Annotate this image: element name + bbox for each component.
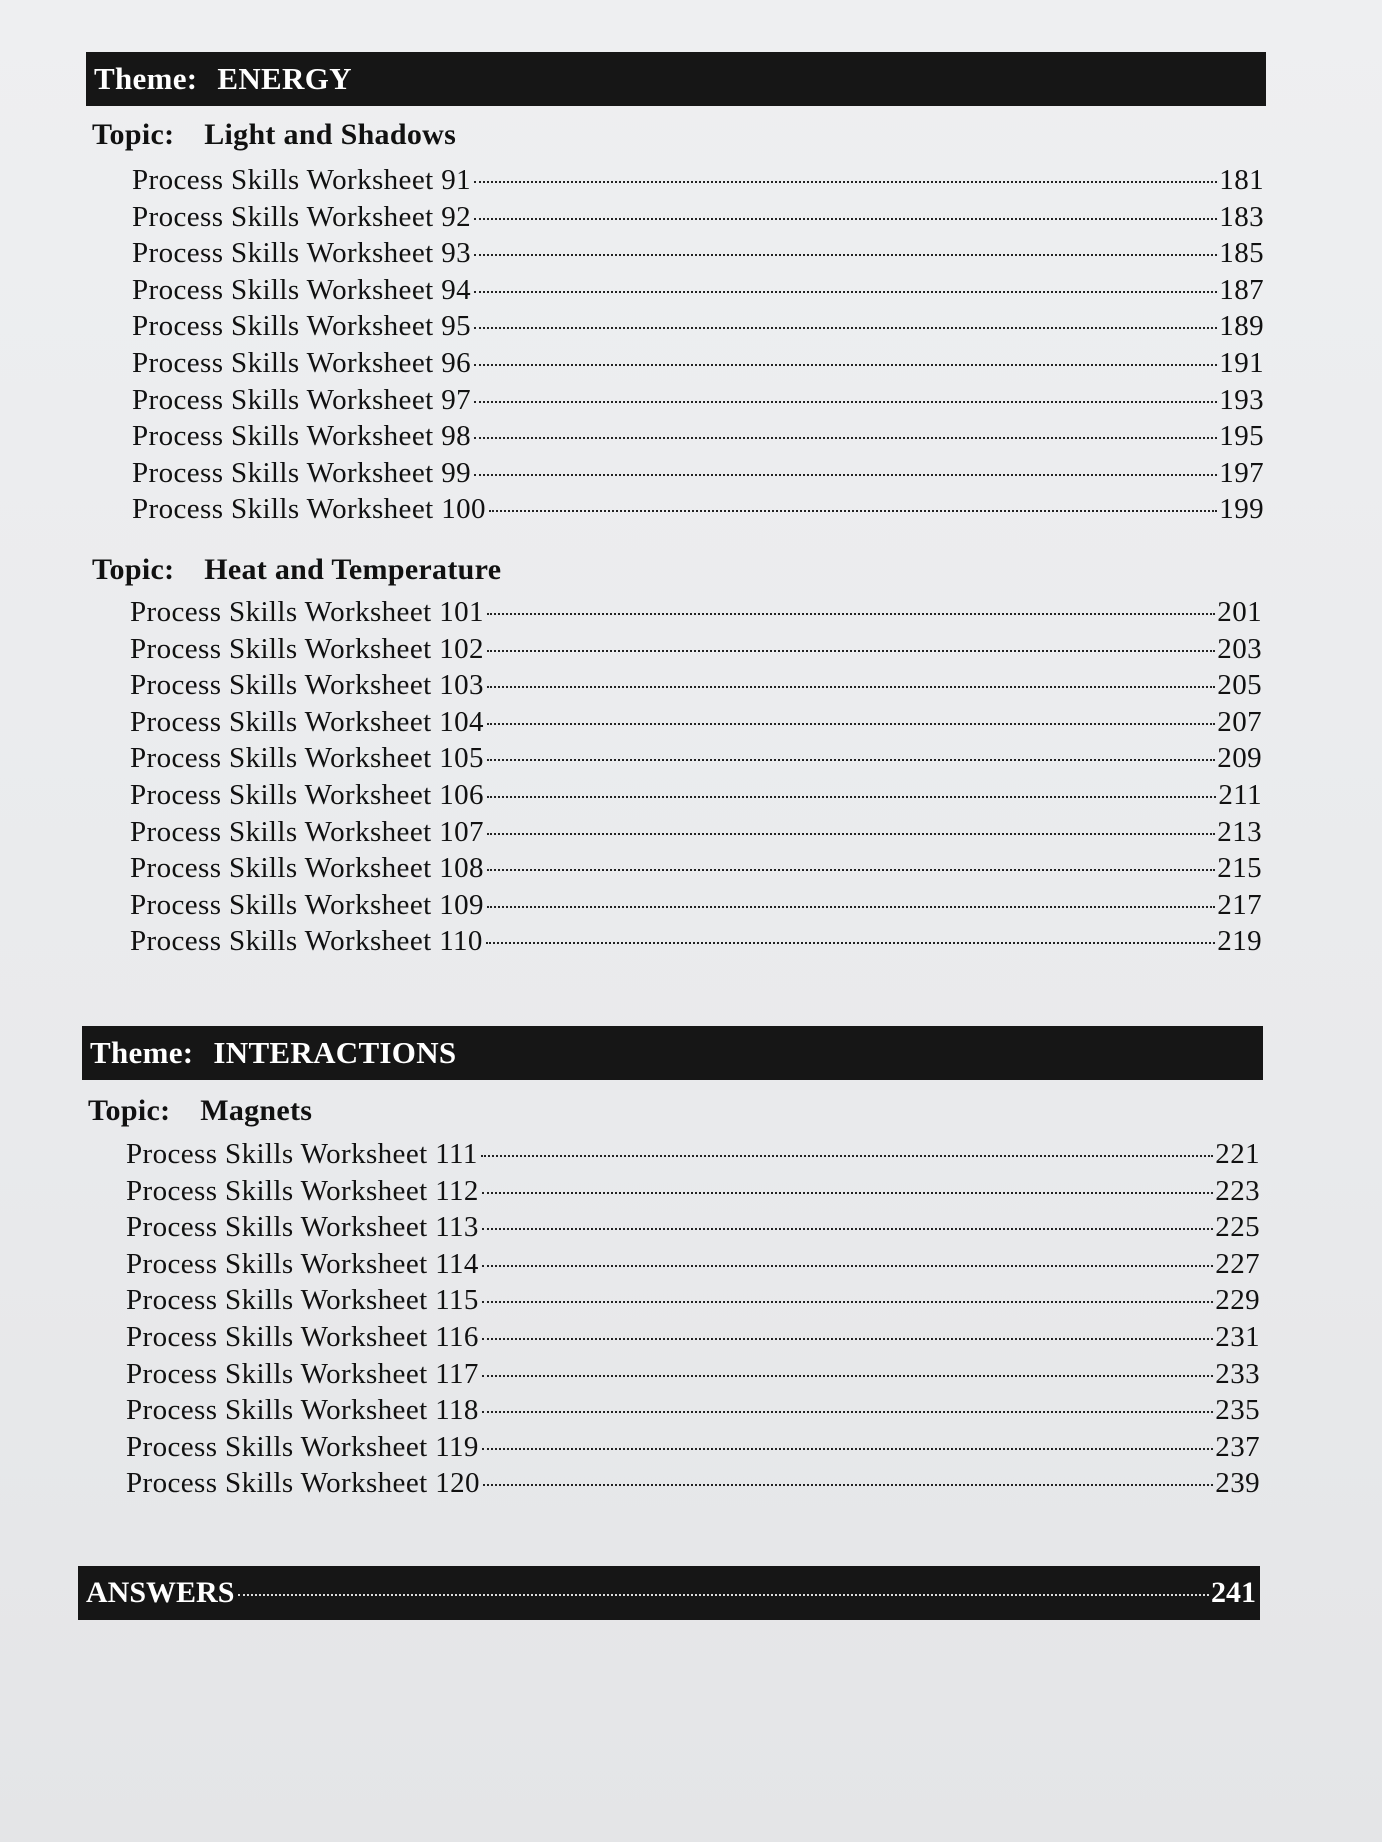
entry-page-number: 181 <box>1219 164 1264 196</box>
entry-page-number: 237 <box>1215 1430 1260 1463</box>
entry-title: Process Skills Worksheet 106 <box>130 778 484 811</box>
entry-page-number: 217 <box>1217 888 1262 921</box>
dot-leader <box>474 218 1217 220</box>
entry-title: Process Skills Worksheet 96 <box>132 346 472 379</box>
toc-entry[interactable] <box>130 706 1262 743</box>
toc-entry[interactable] <box>132 201 1264 238</box>
entry-title: Process Skills Worksheet 101 <box>130 596 484 628</box>
entry-list-heat-and-temperature <box>130 596 1262 962</box>
dot-leader <box>487 613 1215 615</box>
entry-title: Process Skills Worksheet 93 <box>132 237 472 270</box>
topic-name: Magnets <box>200 1094 313 1127</box>
dot-leader <box>487 759 1215 761</box>
dot-leader <box>474 181 1217 183</box>
dot-leader <box>489 510 1217 512</box>
entry-page-number: 215 <box>1217 852 1262 885</box>
entry-title: Process Skills Worksheet 100 <box>132 493 486 526</box>
entry-page-number: 199 <box>1219 493 1264 526</box>
entry-title: Process Skills Worksheet 103 <box>130 669 484 702</box>
entry-title: Process Skills Worksheet 107 <box>130 815 484 848</box>
dot-leader <box>482 1448 1213 1450</box>
entry-title: Process Skills Worksheet 108 <box>130 852 484 885</box>
toc-entry[interactable] <box>132 347 1264 384</box>
toc-entry[interactable] <box>132 384 1264 421</box>
toc-entry[interactable] <box>130 742 1262 779</box>
toc-entry[interactable] <box>126 1211 1260 1248</box>
entry-title: Process Skills Worksheet 98 <box>132 420 472 453</box>
dot-leader <box>474 327 1217 329</box>
toc-entry[interactable] <box>126 1394 1260 1431</box>
dot-leader <box>486 942 1215 944</box>
entry-title: Process Skills Worksheet 102 <box>130 632 484 665</box>
entry-page-number: 191 <box>1219 346 1264 379</box>
entry-title: Process Skills Worksheet 112 <box>126 1174 479 1207</box>
dot-leader <box>482 1411 1213 1413</box>
entry-title: Process Skills Worksheet 95 <box>132 310 472 343</box>
entry-page-number: 193 <box>1219 383 1264 416</box>
toc-entry[interactable] <box>132 310 1264 347</box>
topic-heading-magnets <box>88 1094 312 1128</box>
theme-label: Theme: <box>94 61 198 96</box>
dot-leader <box>474 291 1217 293</box>
toc-entry[interactable] <box>130 852 1262 889</box>
entry-title: Process Skills Worksheet 99 <box>132 456 472 489</box>
toc-entry[interactable] <box>126 1138 1260 1175</box>
toc-entry[interactable] <box>132 164 1264 201</box>
entry-page-number: 189 <box>1219 310 1264 343</box>
entry-page-number: 197 <box>1219 456 1264 489</box>
dot-leader <box>482 1192 1213 1194</box>
entry-page-number: 185 <box>1219 237 1264 270</box>
answers-label: ANSWERS <box>86 1576 235 1609</box>
entry-page-number: 203 <box>1217 632 1262 665</box>
entry-title: Process Skills Worksheet 92 <box>132 200 472 233</box>
dot-leader <box>474 401 1217 403</box>
dot-leader <box>482 1301 1213 1303</box>
toc-entry[interactable] <box>126 1248 1260 1285</box>
dot-leader <box>481 1155 1214 1157</box>
entry-title: Process Skills Worksheet 104 <box>130 705 484 738</box>
entry-title: Process Skills Worksheet 116 <box>126 1320 479 1353</box>
toc-entry[interactable] <box>130 633 1262 670</box>
toc-entry[interactable] <box>132 493 1264 530</box>
toc-entry[interactable] <box>126 1358 1260 1395</box>
entry-page-number: 231 <box>1215 1320 1260 1353</box>
dot-leader <box>487 906 1215 908</box>
dot-leader <box>474 254 1217 256</box>
toc-entry[interactable] <box>130 669 1262 706</box>
dot-leader <box>474 364 1217 366</box>
entry-page-number: 235 <box>1215 1394 1260 1427</box>
entry-page-number: 221 <box>1215 1138 1260 1170</box>
entry-title: Process Skills Worksheet 111 <box>126 1138 478 1170</box>
toc-entry[interactable] <box>126 1321 1260 1358</box>
entry-page-number: 225 <box>1215 1211 1260 1244</box>
entry-title: Process Skills Worksheet 110 <box>130 925 483 958</box>
entry-page-number: 233 <box>1215 1357 1260 1390</box>
entry-title: Process Skills Worksheet 118 <box>126 1394 479 1427</box>
dot-leader <box>483 1484 1213 1486</box>
toc-entry[interactable] <box>132 274 1264 311</box>
dot-leader <box>482 1375 1213 1377</box>
toc-entry[interactable] <box>130 596 1262 633</box>
entry-page-number: 195 <box>1219 420 1264 453</box>
entry-title: Process Skills Worksheet 91 <box>132 164 472 196</box>
entry-title: Process Skills Worksheet 94 <box>132 273 472 306</box>
entry-page-number: 229 <box>1215 1284 1260 1317</box>
dot-leader <box>482 1228 1213 1230</box>
entry-page-number: 213 <box>1217 815 1262 848</box>
toc-entry[interactable] <box>130 925 1262 962</box>
topic-label: Topic: <box>88 1094 171 1127</box>
dot-leader <box>487 686 1215 688</box>
entry-page-number: 211 <box>1218 778 1262 811</box>
entry-title: Process Skills Worksheet 105 <box>130 742 484 775</box>
topic-name: Light and Shadows <box>204 118 457 151</box>
entry-page-number: 205 <box>1217 669 1262 702</box>
dot-leader <box>474 474 1217 476</box>
toc-entry[interactable] <box>132 457 1264 494</box>
entry-title: Process Skills Worksheet 109 <box>130 888 484 921</box>
entry-title: Process Skills Worksheet 113 <box>126 1211 479 1244</box>
topic-heading-light-and-shadows <box>92 118 456 152</box>
theme-header-interactions <box>82 1026 1263 1080</box>
toc-entry[interactable] <box>126 1467 1260 1504</box>
dot-leader <box>487 869 1215 871</box>
entry-page-number: 219 <box>1217 925 1262 958</box>
answers-page-number: 241 <box>1211 1576 1256 1609</box>
entry-page-number: 239 <box>1215 1467 1260 1500</box>
theme-header-energy <box>86 52 1266 106</box>
entry-page-number: 209 <box>1217 742 1262 775</box>
toc-entry[interactable] <box>130 779 1262 816</box>
toc-entry[interactable] <box>126 1175 1260 1212</box>
entry-list-light-and-shadows <box>132 164 1264 530</box>
entry-title: Process Skills Worksheet 117 <box>126 1357 479 1390</box>
entry-page-number: 207 <box>1217 705 1262 738</box>
dot-leader <box>487 650 1215 652</box>
toc-entry[interactable] <box>126 1284 1260 1321</box>
dot-leader <box>482 1338 1213 1340</box>
toc-entry[interactable] <box>132 237 1264 274</box>
topic-label: Topic: <box>92 553 175 586</box>
toc-entry[interactable] <box>132 420 1264 457</box>
entry-title: Process Skills Worksheet 119 <box>126 1430 479 1463</box>
entry-page-number: 223 <box>1215 1174 1260 1207</box>
topic-heading-heat-and-temperature <box>92 553 501 587</box>
entry-page-number: 227 <box>1215 1247 1260 1280</box>
entry-title: Process Skills Worksheet 114 <box>126 1247 479 1280</box>
dot-leader <box>474 437 1217 439</box>
theme-name: ENERGY <box>217 61 352 96</box>
dot-leader <box>238 1594 1209 1596</box>
theme-label: Theme: <box>90 1035 194 1070</box>
entry-title: Process Skills Worksheet 120 <box>126 1467 480 1500</box>
answers-entry[interactable] <box>78 1566 1260 1620</box>
dot-leader <box>482 1265 1213 1267</box>
entry-page-number: 187 <box>1219 273 1264 306</box>
theme-name: INTERACTIONS <box>213 1035 457 1070</box>
entry-page-number: 183 <box>1219 200 1264 233</box>
toc-entry[interactable] <box>130 889 1262 926</box>
entry-title: Process Skills Worksheet 115 <box>126 1284 479 1317</box>
toc-entry[interactable] <box>130 816 1262 853</box>
entry-list-magnets <box>126 1138 1260 1504</box>
dot-leader <box>487 796 1216 798</box>
dot-leader <box>487 723 1215 725</box>
entry-title: Process Skills Worksheet 97 <box>132 383 472 416</box>
toc-entry[interactable] <box>126 1431 1260 1468</box>
dot-leader <box>487 833 1215 835</box>
topic-name: Heat and Temperature <box>204 553 502 586</box>
entry-page-number: 201 <box>1217 596 1262 628</box>
topic-label: Topic: <box>92 118 175 151</box>
